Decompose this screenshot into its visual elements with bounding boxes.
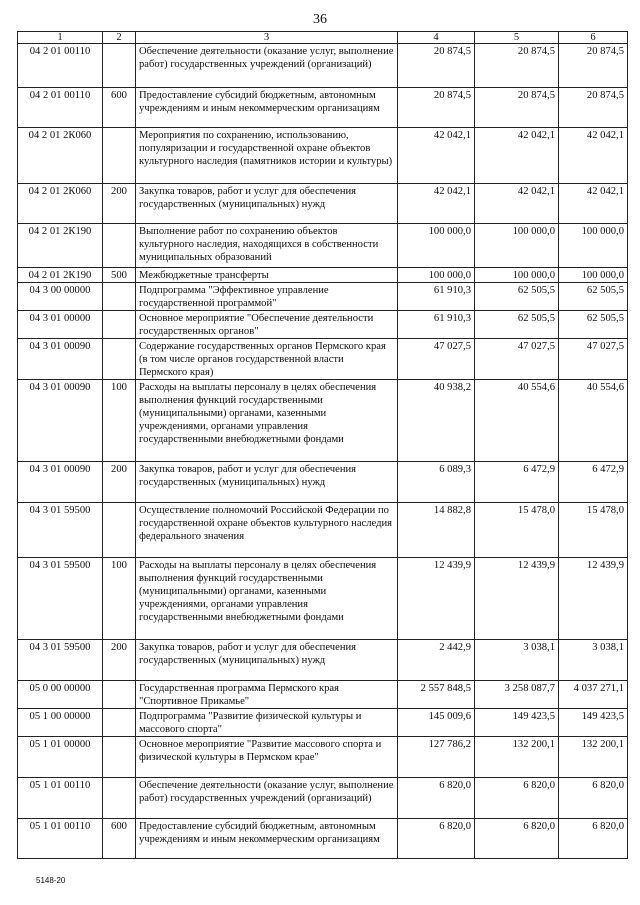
table-row bbox=[18, 88, 628, 128]
column-header: 4 bbox=[398, 32, 475, 44]
cell-code: 04 2 01 00110 bbox=[18, 88, 103, 128]
cell-code: 04 2 01 00110 bbox=[18, 44, 103, 88]
cell-value-col4: 2 442,9 bbox=[398, 640, 475, 681]
cell-value-col6: 100 000,0 bbox=[559, 268, 628, 283]
cell-value-col6: 132 200,1 bbox=[559, 737, 628, 778]
cell-expense-type bbox=[103, 44, 136, 88]
table-row bbox=[18, 311, 628, 339]
table-row bbox=[18, 339, 628, 380]
cell-name: Государственная программа Пермского края "Спортивное Прикамье" bbox=[136, 681, 398, 709]
cell-code: 04 3 01 00090 bbox=[18, 462, 103, 503]
cell-name: Осуществление полномочий Российской Федерации по государственной охране объектов культурного наследия федерального значения bbox=[136, 503, 398, 558]
cell-code: 04 2 01 2К190 bbox=[18, 224, 103, 268]
cell-value-col5: 12 439,9 bbox=[475, 558, 559, 640]
cell-expense-type bbox=[103, 737, 136, 778]
cell-value-col4: 47 027,5 bbox=[398, 339, 475, 380]
cell-value-col5: 3 038,1 bbox=[475, 640, 559, 681]
cell-expense-type bbox=[103, 224, 136, 268]
table-row bbox=[18, 709, 628, 737]
table-row bbox=[18, 380, 628, 462]
cell-expense-type: 200 bbox=[103, 184, 136, 224]
column-header: 3 bbox=[136, 32, 398, 44]
cell-name: Закупка товаров, работ и услуг для обеспечения государственных (муниципальных) нужд bbox=[136, 462, 398, 503]
cell-name: Предоставление субсидий бюджетным, автономным учреждениям и иным некоммерческим организациям bbox=[136, 819, 398, 859]
cell-expense-type bbox=[103, 311, 136, 339]
cell-name: Выполнение работ по сохранению объектов культурного наследия, находящихся в собственности муниципальных образований bbox=[136, 224, 398, 268]
cell-value-col4: 127 786,2 bbox=[398, 737, 475, 778]
table-row bbox=[18, 778, 628, 819]
cell-value-col5: 62 505,5 bbox=[475, 283, 559, 311]
cell-name: Расходы на выплаты персоналу в целях обеспечения выполнения функций государственными (муниципальными) органами, казенными учреждениями, органами управления государственными внебюджетными фондами bbox=[136, 380, 398, 462]
cell-name: Подпрограмма "Развитие физической культуры и массового спорта" bbox=[136, 709, 398, 737]
cell-name: Содержание государственных органов Пермского края (в том числе органов государственной власти Пермского края) bbox=[136, 339, 398, 380]
cell-expense-type bbox=[103, 503, 136, 558]
cell-value-col5: 42 042,1 bbox=[475, 128, 559, 184]
cell-name: Предоставление субсидий бюджетным, автономным учреждениям и иным некоммерческим организациям bbox=[136, 88, 398, 128]
cell-name: Закупка товаров, работ и услуг для обеспечения государственных (муниципальных) нужд bbox=[136, 184, 398, 224]
table-body bbox=[18, 44, 628, 859]
cell-value-col6: 62 505,5 bbox=[559, 311, 628, 339]
table-row bbox=[18, 558, 628, 640]
cell-value-col4: 12 439,9 bbox=[398, 558, 475, 640]
cell-value-col4: 40 938,2 bbox=[398, 380, 475, 462]
cell-expense-type: 500 bbox=[103, 268, 136, 283]
table-row bbox=[18, 640, 628, 681]
cell-value-col6: 15 478,0 bbox=[559, 503, 628, 558]
table-row bbox=[18, 503, 628, 558]
cell-value-col4: 145 009,6 bbox=[398, 709, 475, 737]
cell-code: 04 2 01 2К190 bbox=[18, 268, 103, 283]
cell-value-col6: 42 042,1 bbox=[559, 184, 628, 224]
table-row bbox=[18, 268, 628, 283]
cell-expense-type: 100 bbox=[103, 380, 136, 462]
cell-value-col4: 61 910,3 bbox=[398, 283, 475, 311]
table-row bbox=[18, 224, 628, 268]
cell-expense-type bbox=[103, 709, 136, 737]
cell-value-col5: 6 472,9 bbox=[475, 462, 559, 503]
cell-expense-type: 200 bbox=[103, 462, 136, 503]
cell-value-col6: 6 820,0 bbox=[559, 819, 628, 859]
table-header-row bbox=[18, 32, 628, 44]
cell-value-col4: 100 000,0 bbox=[398, 268, 475, 283]
cell-code: 05 1 00 00000 bbox=[18, 709, 103, 737]
cell-value-col5: 62 505,5 bbox=[475, 311, 559, 339]
document-code: 5148-20 bbox=[36, 876, 66, 885]
cell-value-col5: 6 820,0 bbox=[475, 778, 559, 819]
cell-value-col4: 6 089,3 bbox=[398, 462, 475, 503]
cell-value-col4: 6 820,0 bbox=[398, 819, 475, 859]
table-row bbox=[18, 681, 628, 709]
cell-expense-type: 200 bbox=[103, 640, 136, 681]
cell-value-col4: 20 874,5 bbox=[398, 44, 475, 88]
cell-code: 04 3 00 00000 bbox=[18, 283, 103, 311]
cell-expense-type: 100 bbox=[103, 558, 136, 640]
cell-value-col5: 40 554,6 bbox=[475, 380, 559, 462]
cell-value-col4: 14 882,8 bbox=[398, 503, 475, 558]
table-row bbox=[18, 128, 628, 184]
cell-value-col4: 6 820,0 bbox=[398, 778, 475, 819]
cell-value-col6: 3 038,1 bbox=[559, 640, 628, 681]
cell-expense-type: 600 bbox=[103, 819, 136, 859]
cell-value-col4: 20 874,5 bbox=[398, 88, 475, 128]
cell-value-col6: 6 472,9 bbox=[559, 462, 628, 503]
cell-code: 04 3 01 00000 bbox=[18, 311, 103, 339]
column-header: 6 bbox=[559, 32, 628, 44]
cell-expense-type: 600 bbox=[103, 88, 136, 128]
cell-name: Подпрограмма "Эффективное управление государственной программой" bbox=[136, 283, 398, 311]
cell-code: 05 1 01 00110 bbox=[18, 819, 103, 859]
cell-value-col6: 42 042,1 bbox=[559, 128, 628, 184]
cell-value-col5: 132 200,1 bbox=[475, 737, 559, 778]
cell-name: Межбюджетные трансферты bbox=[136, 268, 398, 283]
cell-code: 04 3 01 59500 bbox=[18, 503, 103, 558]
cell-expense-type bbox=[103, 681, 136, 709]
cell-value-col6: 20 874,5 bbox=[559, 44, 628, 88]
cell-value-col5: 42 042,1 bbox=[475, 184, 559, 224]
cell-name: Обеспечение деятельности (оказание услуг, выполнение работ) государственных учреждений (организаций) bbox=[136, 44, 398, 88]
table-row bbox=[18, 462, 628, 503]
cell-value-col5: 15 478,0 bbox=[475, 503, 559, 558]
cell-value-col4: 100 000,0 bbox=[398, 224, 475, 268]
cell-value-col4: 42 042,1 bbox=[398, 184, 475, 224]
column-header: 2 bbox=[103, 32, 136, 44]
cell-code: 05 0 00 00000 bbox=[18, 681, 103, 709]
cell-expense-type bbox=[103, 778, 136, 819]
column-header: 5 bbox=[475, 32, 559, 44]
cell-name: Мероприятия по сохранению, использованию, популяризации и государственной охране объектов культурного наследия (памятников истории и культуры) bbox=[136, 128, 398, 184]
cell-expense-type bbox=[103, 283, 136, 311]
cell-value-col6: 4 037 271,1 bbox=[559, 681, 628, 709]
cell-value-col5: 149 423,5 bbox=[475, 709, 559, 737]
cell-value-col4: 61 910,3 bbox=[398, 311, 475, 339]
table-row bbox=[18, 283, 628, 311]
cell-value-col5: 3 258 087,7 bbox=[475, 681, 559, 709]
cell-value-col5: 100 000,0 bbox=[475, 268, 559, 283]
cell-name: Обеспечение деятельности (оказание услуг, выполнение работ) государственных учреждений (организаций) bbox=[136, 778, 398, 819]
page-number: 36 bbox=[313, 12, 327, 27]
cell-value-col5: 100 000,0 bbox=[475, 224, 559, 268]
table-row bbox=[18, 44, 628, 88]
cell-value-col5: 20 874,5 bbox=[475, 44, 559, 88]
cell-value-col6: 62 505,5 bbox=[559, 283, 628, 311]
cell-value-col6: 20 874,5 bbox=[559, 88, 628, 128]
cell-value-col6: 100 000,0 bbox=[559, 224, 628, 268]
cell-code: 04 3 01 00090 bbox=[18, 339, 103, 380]
cell-value-col5: 20 874,5 bbox=[475, 88, 559, 128]
cell-name: Закупка товаров, работ и услуг для обеспечения государственных (муниципальных) нужд bbox=[136, 640, 398, 681]
cell-expense-type bbox=[103, 128, 136, 184]
cell-value-col6: 40 554,6 bbox=[559, 380, 628, 462]
budget-table bbox=[17, 31, 628, 859]
cell-name: Основное мероприятие "Обеспечение деятельности государственных органов" bbox=[136, 311, 398, 339]
cell-code: 04 2 01 2К060 bbox=[18, 184, 103, 224]
cell-name: Расходы на выплаты персоналу в целях обеспечения выполнения функций государственными (муниципальными) органами, казенными учреждениями, органами управления государственными внебюджетными фондами bbox=[136, 558, 398, 640]
column-header: 1 bbox=[18, 32, 103, 44]
table-row bbox=[18, 184, 628, 224]
cell-code: 04 3 01 00090 bbox=[18, 380, 103, 462]
cell-value-col4: 2 557 848,5 bbox=[398, 681, 475, 709]
cell-value-col6: 6 820,0 bbox=[559, 778, 628, 819]
table-row bbox=[18, 737, 628, 778]
cell-value-col5: 47 027,5 bbox=[475, 339, 559, 380]
cell-code: 05 1 01 00110 bbox=[18, 778, 103, 819]
cell-value-col5: 6 820,0 bbox=[475, 819, 559, 859]
cell-value-col4: 42 042,1 bbox=[398, 128, 475, 184]
cell-value-col6: 149 423,5 bbox=[559, 709, 628, 737]
cell-code: 04 3 01 59500 bbox=[18, 640, 103, 681]
cell-name: Основное мероприятие "Развитие массового спорта и физической культуры в Пермском крае" bbox=[136, 737, 398, 778]
table-row bbox=[18, 819, 628, 859]
cell-expense-type bbox=[103, 339, 136, 380]
cell-value-col6: 12 439,9 bbox=[559, 558, 628, 640]
cell-code: 04 3 01 59500 bbox=[18, 558, 103, 640]
cell-value-col6: 47 027,5 bbox=[559, 339, 628, 380]
cell-code: 05 1 01 00000 bbox=[18, 737, 103, 778]
cell-code: 04 2 01 2К060 bbox=[18, 128, 103, 184]
